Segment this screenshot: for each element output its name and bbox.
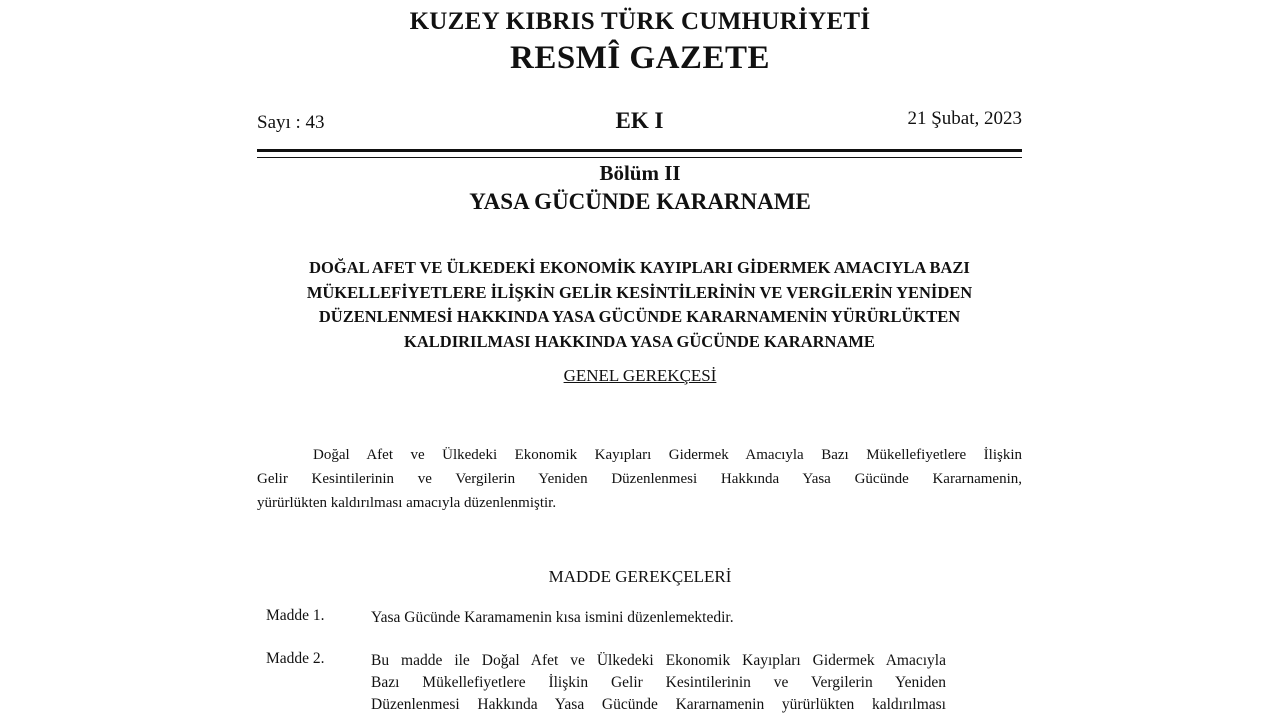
paragraph-line: yürürlükten kaldırılması amacıyla düzenlenmiştir.: [257, 495, 557, 511]
paragraph-line: Gelir Kesintilerinin ve Vergilerin Yeniden Düzenlenmesi Hakkında Yasa Gücünde Kararnamenin,: [257, 471, 1022, 487]
article-label: Madde 1.: [266, 607, 325, 624]
article-text-line: Yasa Gücünde Karamamenin kısa ismini düzenlemektedir.: [371, 609, 734, 626]
general-reasoning-paragraph: [257, 443, 1022, 515]
issue-date: 21 Şubat, 2023: [907, 108, 1022, 129]
header-divider: [257, 149, 1022, 158]
decree-title-line: MÜKELLEFİYETLERE İLİŞKİN GELİR KESİNTİLERİNİN VE VERGİLERİN YENİDEN: [306, 282, 973, 302]
decree-title: [257, 256, 1022, 354]
general-reasoning-heading: GENEL GEREKÇESİ: [563, 366, 717, 385]
section-number: Bölüm II: [599, 161, 681, 185]
issue-number: Sayı : 43: [257, 112, 325, 133]
article-text-line: Bu madde ile Doğal Afet ve Ülkedeki Ekonomik Kayıpları Gidermek Amacıyla: [371, 652, 946, 669]
decree-title-line: DÜZENLENMESİ HAKKINDA YASA GÜCÜNDE KARARNAMENİN YÜRÜRLÜKTEN: [318, 307, 961, 326]
issue-meta-row: [257, 108, 1022, 138]
decree-title-line: KALDIRILMASI HAKKINDA YASA GÜCÜNDE KARARNAME: [404, 331, 875, 351]
article-reasoning-heading: MADDE GEREKÇELERİ: [548, 567, 732, 586]
article-label: Madde 2.: [266, 650, 325, 667]
article-text: [371, 650, 946, 716]
article-text-line: Düzenlenmesi Hakkında Yasa Gücünde Kararnamenin yürürlükten kaldırılması: [371, 696, 946, 713]
article-text-line: Bazı Mükellefiyetlere İlişkin Gelir Kesintilerinin ve Vergilerin Yeniden: [371, 674, 946, 691]
gazette-title: RESMÎ GAZETE: [510, 40, 770, 76]
decree-title-line: DOĞAL AFET VE ÜLKEDEKİ EKONOMİK KAYIPLARI GİDERMEK AMACIYLA BAZI: [309, 258, 970, 277]
article-text: [371, 607, 946, 629]
annex-label: EK I: [615, 108, 664, 133]
country-name: KUZEY KIBRIS TÜRK CUMHURİYETİ: [409, 8, 871, 35]
paragraph-line: Doğal Afet ve Ülkedeki Ekonomik Kayıpları Gidermek Amacıyla Bazı Mükellefiyetlere İlişkin: [313, 447, 1022, 463]
section-title: YASA GÜCÜNDE KARARNAME: [469, 189, 811, 214]
